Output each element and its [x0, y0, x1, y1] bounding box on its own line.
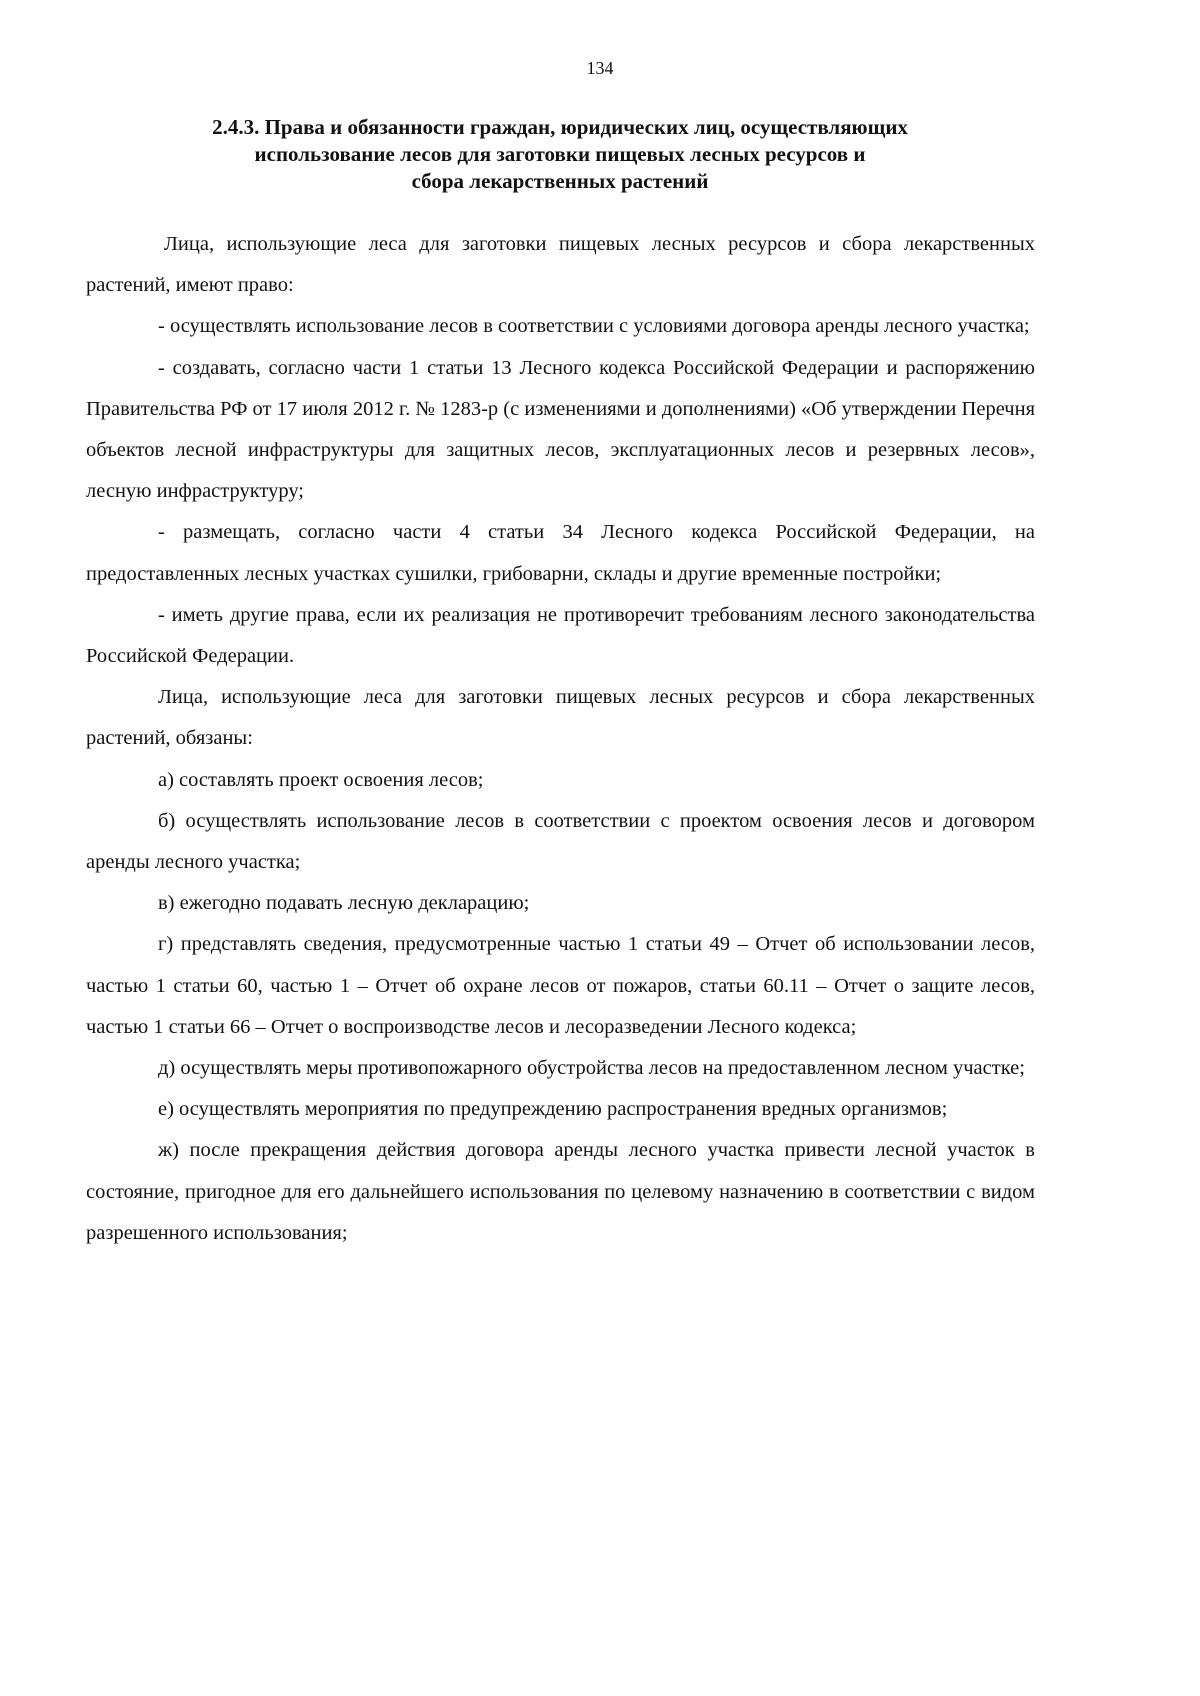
body-text [86, 224, 1035, 1254]
paragraph-duty-v: в) ежегодно подавать лесную декларацию; [158, 892, 530, 915]
section-heading-line-2: использование лесов для заготовки пищевых лесных ресурсов и [254, 142, 866, 166]
section-heading [130, 114, 990, 195]
paragraph-rights-intro: Лица, использующие леса для заготовки пищевых лесных ресурсов и сбора лекарственных растений, имеют право: [86, 233, 1035, 297]
paragraph-right-other: - иметь другие права, если их реализация не противоречит требованиям лесного законодательства Российской Федерации. [86, 603, 1035, 668]
paragraph-right-use-forests: - осуществлять использование лесов в соответствии с условиями договора аренды лесного участка; [158, 315, 1030, 338]
section-heading-line-1: 2.4.3. Права и обязанности граждан, юридических лиц, осуществляющих [212, 115, 908, 139]
paragraph-duty-a: а) составлять проект освоения лесов; [158, 768, 484, 791]
section-heading-line-3: сбора лекарственных растений [411, 169, 709, 193]
paragraph-duty-zh: ж) после прекращения действия договора аренды лесного участка привести лесной участок в состояние, пригодное для его дальнейшего использования по целевому назначению в соответствии с видом разрешенного использования; [86, 1139, 1035, 1244]
paragraph-duty-d: д) осуществлять меры противопожарного обустройства лесов на предоставленном лесном участке; [158, 1057, 1025, 1080]
page-number: 134 [586, 58, 614, 78]
paragraph-duty-g: г) представлять сведения, предусмотренные частью 1 статьи 49 – Отчет об использовании лесов, частью 1 статьи 60, частью 1 – Отчет об охране лесов от пожаров, статьи 60.11 – Отчет о защите лесов, частью 1 статьи 66 – Отчет о воспроизводстве лесов и лесоразведении Лесного кодекса; [86, 933, 1035, 1038]
paragraph-right-temporary-buildings: - размещать, согласно части 4 статьи 34 Лесного кодекса Российской Федерации, на предоставленных лесных участках сушилки, грибоварни, склады и другие временные постройки; [86, 521, 1035, 585]
paragraph-right-infrastructure: - создавать, согласно части 1 статьи 13 Лесного кодекса Российской Федерации и распоряжению Правительства РФ от 17 июля 2012 г. № 1283-р (с изменениями и дополнениями) «Об утверждении Перечня объектов лесной инфраструктуры для защитных лесов, эксплуатационных лесов и резервных лесов», лесную инфраструктуру; [86, 356, 1035, 503]
paragraph-duties-intro: Лица, использующие леса для заготовки пищевых лесных ресурсов и сбора лекарственных растений, обязаны: [86, 686, 1035, 750]
paragraph-duty-e: е) осуществлять мероприятия по предупреждению распространения вредных организмов; [158, 1098, 948, 1121]
paragraph-duty-b: б) осуществлять использование лесов в соответствии с проектом освоения лесов и договором аренды лесного участка; [86, 809, 1035, 874]
